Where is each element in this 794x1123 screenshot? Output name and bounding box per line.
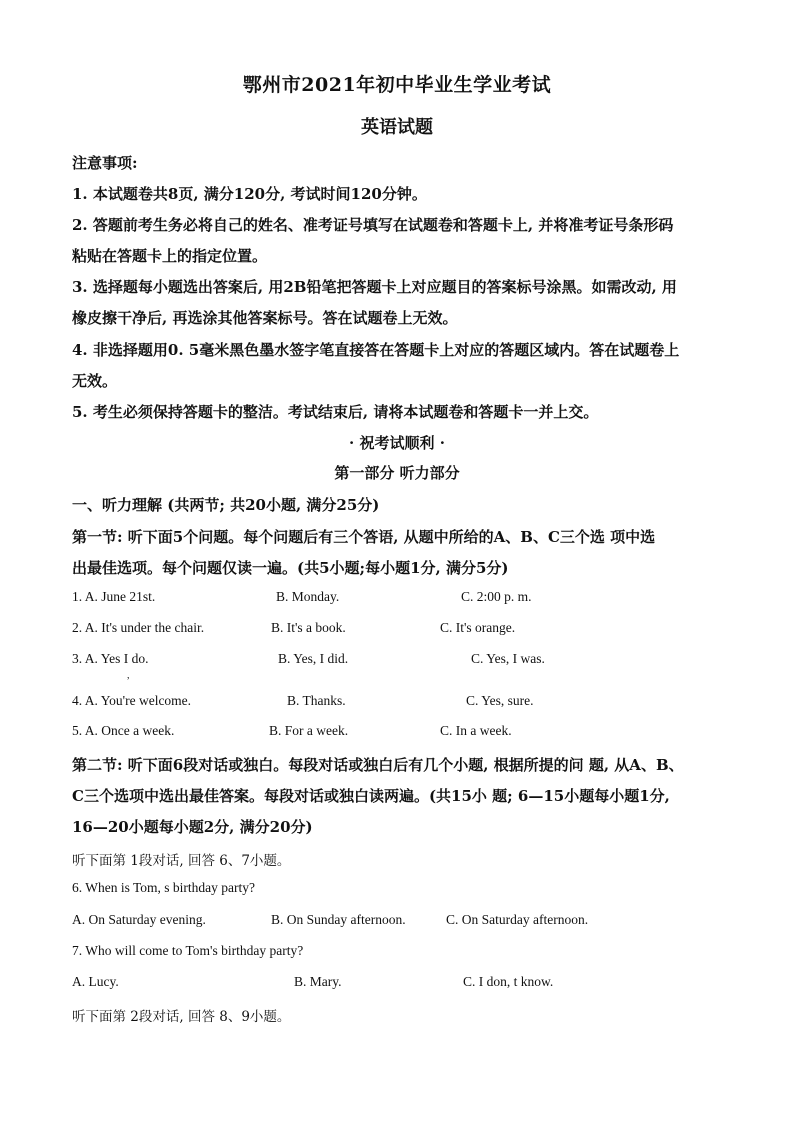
q6-option-a: A. On Saturday evening. — [72, 912, 206, 927]
q3-option-b: B. Yes, I did. — [278, 651, 349, 666]
q4-option-a: 4. A. You're welcome. — [72, 693, 192, 708]
notice-item: 3. 选择题每小题选出答案后, 用2B铅笔把答题卡上对应题目的答案标号涂黑。如需改动, 用 — [72, 278, 677, 296]
q7-stem: 7. Who will come to Tom's birthday party? — [72, 943, 304, 958]
notice-item: 5. 考生必须保持答题卡的整洁。考试结束后, 请将本试题卷和答题卡一并上交。 — [72, 403, 599, 421]
q4-option-c: C. Yes, sure. — [466, 693, 534, 708]
q5-option-a: 5. A. Once a week. — [72, 723, 175, 738]
q3-option-c: C. Yes, I was. — [471, 651, 545, 666]
q2-option-b: B. It's a book. — [271, 620, 346, 635]
exam-title: 鄂州市2021年初中毕业生学业考试 — [242, 74, 552, 96]
notice-heading: 注意事项: — [72, 154, 138, 172]
q3-comma-mark: , — [127, 670, 130, 681]
notice-item: 粘贴在答题卡上的指定位置。 — [72, 247, 268, 265]
section1-instructions: 出最佳选项。每个问题仅读一遍。(共5小题;每小题1分, 满分5分) — [72, 559, 509, 577]
section2-instructions: 第二节: 听下面6段对话或独白。每段对话或独白后有几个小题, 根据所提的问 题, 从A、B、 — [72, 756, 684, 774]
notice-item: 无效。 — [72, 372, 118, 390]
notice-item: 1. 本试题卷共8页, 满分120分, 考试时间120分钟。 — [72, 185, 427, 203]
q7-option-b: B. Mary. — [294, 974, 342, 989]
section2-instructions: C三个选项中选出最佳答案。每段对话或独白读两遍。(共15小 题; 6—15小题每小题1分, — [72, 787, 670, 805]
q1-option-a: 1. A. June 21st. — [72, 589, 156, 604]
section1-instructions: 第一节: 听下面5个问题。每个问题后有三个答语, 从题中所给的A、B、C三个选 项中选 — [72, 528, 656, 546]
notice-item: 4. 非选择题用0. 5毫米黑色墨水签字笔直接答在答题卡上对应的答题区域内。答在试题卷上 — [72, 341, 680, 359]
good-luck-wish: · 祝考试顺利 · — [349, 434, 445, 452]
q3-option-a: 3. A. Yes I do. — [72, 651, 149, 666]
q2-option-a: 2. A. It's under the chair. — [72, 620, 205, 635]
q4-option-b: B. Thanks. — [287, 693, 346, 708]
section2-instructions: 16—20小题每小题2分, 满分20分) — [72, 818, 313, 836]
dialog1-intro: 听下面第 1段对话, 回答 6、7小题。 — [72, 853, 291, 869]
q1-option-b: B. Monday. — [276, 589, 340, 604]
q6-option-b: B. On Sunday afternoon. — [271, 912, 406, 927]
notice-item: 橡皮擦干净后, 再选涂其他答案标号。答在试题卷上无效。 — [72, 309, 458, 327]
q5-option-c: C. In a week. — [440, 723, 512, 738]
q6-stem: 6. When is Tom, s birthday party? — [72, 880, 256, 895]
q1-option-c: C. 2:00 p. m. — [461, 589, 532, 604]
notice-item: 2. 答题前考生务必将自己的姓名、准考证号填写在试题卷和答题卡上, 并将准考证号条形码 — [72, 216, 674, 234]
q7-option-c: C. I don, t know. — [463, 974, 554, 989]
dialog2-intro: 听下面第 2段对话, 回答 8、9小题。 — [72, 1009, 291, 1025]
exam-subject: 英语试题 — [361, 117, 433, 138]
q2-option-c: C. It's orange. — [440, 620, 516, 635]
q7-option-a: A. Lucy. — [72, 974, 119, 989]
q5-option-b: B. For a week. — [269, 723, 349, 738]
part-title: 第一部分 听力部分 — [334, 464, 460, 482]
q6-option-c: C. On Saturday afternoon. — [446, 912, 589, 927]
section-heading: 一、听力理解 (共两节; 共20小题, 满分25分) — [72, 496, 380, 514]
